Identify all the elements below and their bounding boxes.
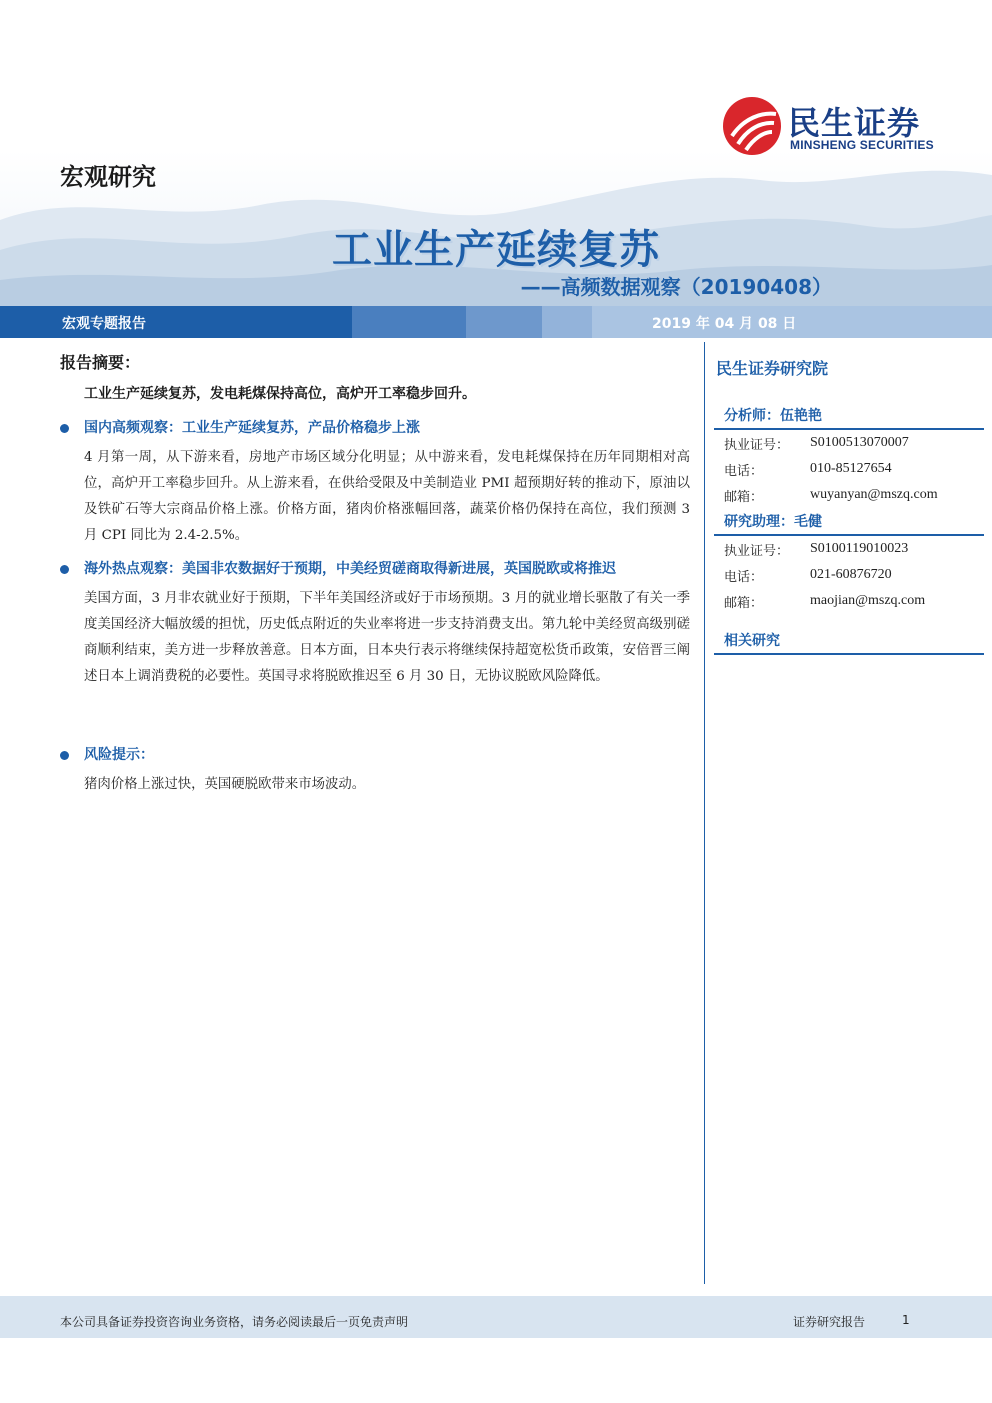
phone-label: 电话：	[724, 569, 764, 585]
bullet-icon	[60, 751, 69, 760]
related-research-heading: 相关研究	[714, 630, 984, 655]
section-body: 猪肉价格上涨过快，英国硬脱欧带来市场波动。	[84, 777, 366, 792]
author-sidebar	[714, 356, 984, 655]
assistant-heading: 研究助理：毛健	[714, 511, 984, 536]
report-category: 宏观研究	[60, 163, 156, 191]
footer-doc-type: 证券研究报告	[793, 1315, 866, 1329]
phone-number: 021-60876720	[810, 567, 892, 582]
phone-label: 电话：	[724, 463, 764, 479]
bar-segment	[352, 306, 466, 338]
summary-headline: 工业生产延续复苏，发电耗煤保持高位，高炉开工率稳步回升。	[84, 386, 476, 402]
minsheng-logo-icon	[722, 96, 782, 156]
section-heading-text: 风险提示：	[84, 747, 154, 763]
analyst-phone-row	[714, 456, 984, 482]
bar-segment	[466, 306, 542, 338]
email-label: 邮箱：	[724, 489, 764, 505]
phone-number: 010-85127654	[810, 461, 892, 476]
company-logo	[722, 96, 952, 156]
section-body: 美国方面，3 月非农就业好于预期，下半年美国经济或好于市场预期。3 月的就业增长驱散了有关一季度美国经济大幅放缓的担忧，历史低点附近的失业率将进一步支持消费支出。第九轮中美经贸高级别磋商顺利结束，美方进一步释放善意。日本方面，日本央行表示将继续保持超宽松货币政策，安倍晋三阐述日本上调消费税的必要性。英国寻求将脱欧推迟至 6 月 30 日，无协议脱欧风险降低。	[84, 591, 690, 684]
page-number: 1	[902, 1313, 910, 1327]
report-type-label: 宏观专题报告	[62, 316, 146, 332]
section-domestic	[60, 417, 690, 549]
cert-label: 执业证号：	[724, 437, 790, 453]
column-divider	[704, 342, 705, 1284]
bullet-icon	[60, 424, 69, 433]
logo-chinese-name: 民生证券	[788, 104, 921, 142]
assistant-cert-row	[714, 536, 984, 562]
report-type-bar	[0, 306, 992, 338]
analyst-heading: 分析师：伍艳艳	[714, 405, 984, 430]
bar-segment	[542, 306, 592, 338]
section-heading-text: 国内高频观察：工业生产延续复苏，产品价格稳步上涨	[84, 420, 420, 436]
email-address[interactable]: wuyanyan@mszq.com	[810, 487, 938, 502]
analyst-cert-row	[714, 430, 984, 456]
section-risk	[60, 744, 690, 798]
section-heading	[60, 417, 690, 439]
cert-label: 执业证号：	[724, 543, 790, 559]
logo-english-name: MINSHENG SECURITIES	[790, 138, 934, 152]
report-title: 工业生产延续复苏	[332, 227, 660, 273]
institute-name: 民生证券研究院	[716, 359, 829, 378]
summary-title: 报告摘要：	[60, 353, 141, 372]
analyst-email-row	[714, 482, 984, 508]
bullet-icon	[60, 565, 69, 574]
footer-disclaimer: 本公司具备证券投资咨询业务资格，请务必阅读最后一页免责声明	[60, 1315, 409, 1329]
section-heading	[60, 744, 690, 766]
bar-segment	[0, 306, 352, 338]
assistant-phone-row	[714, 562, 984, 588]
report-date: 2019 年 04 月 08 日	[652, 316, 797, 332]
section-overseas	[60, 558, 690, 690]
email-address[interactable]: maojian@mszq.com	[810, 593, 926, 608]
cert-number: S0100513070007	[810, 435, 909, 450]
assistant-email-row	[714, 588, 984, 614]
section-heading	[60, 558, 690, 580]
section-body: 4 月第一周，从下游来看，房地产市场区域分化明显；从中游来看，发电耗煤保持在历年同期相对高位，高炉开工率稳步回升。从上游来看，在供给受限及中美制造业 PMI 超预期好转的推动下，原油以及铁矿石等大宗商品价格上涨。价格方面，猪肉价格涨幅回落，蔬菜价格仍保持在高位，我们预测 3 月 CPI 同比为 2.4-2.5%。	[84, 450, 690, 543]
cert-number: S0100119010023	[810, 541, 909, 556]
email-label: 邮箱：	[724, 595, 764, 611]
section-heading-text: 海外热点观察：美国非农数据好于预期，中美经贸磋商取得新进展，英国脱欧或将推迟	[84, 561, 616, 577]
report-subtitle: ——高频数据观察（20190408）	[520, 275, 832, 299]
